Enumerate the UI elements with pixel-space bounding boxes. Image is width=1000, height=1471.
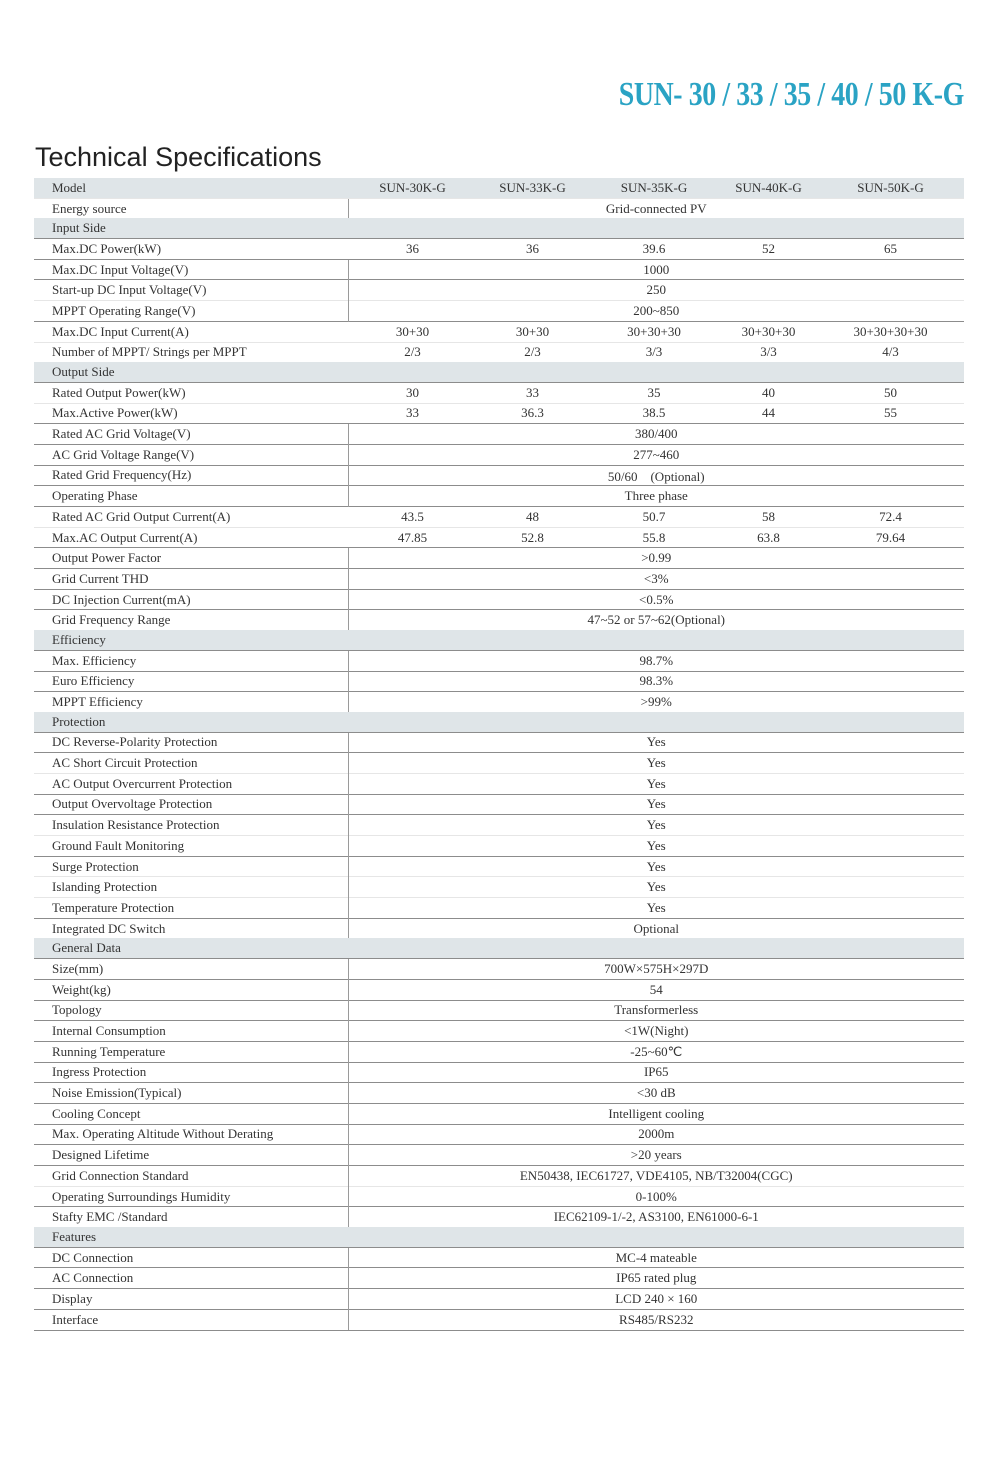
spec-label: Internal Consumption: [34, 1021, 348, 1042]
spec-value: 700W×575H×297D: [348, 959, 964, 980]
spec-row: [34, 198, 964, 218]
spec-value: 33: [477, 382, 588, 403]
spec-label: Insulation Resistance Protection: [34, 815, 348, 836]
spec-value: Yes: [348, 732, 964, 753]
spec-label: Number of MPPT/ Strings per MPPT: [34, 342, 348, 362]
spec-label: Noise Emission(Typical): [34, 1083, 348, 1104]
spec-table: [34, 178, 964, 1331]
spec-value: Yes: [348, 836, 964, 857]
spec-label: MPPT Operating Range(V): [34, 301, 348, 322]
spec-value: 3/3: [720, 342, 817, 362]
spec-row: [34, 1083, 964, 1104]
spec-row: [34, 548, 964, 569]
spec-value: 30+30: [477, 321, 588, 342]
model-name: SUN-33K-G: [477, 178, 588, 198]
spec-value: LCD 240 × 160: [348, 1289, 964, 1310]
spec-value: 36.3: [477, 403, 588, 424]
section-label: Protection: [34, 712, 348, 732]
spec-row: [34, 1247, 964, 1268]
section-fill: [348, 362, 964, 382]
spec-value: 33: [348, 403, 477, 424]
spec-value: 2000m: [348, 1124, 964, 1145]
spec-label: Model: [34, 178, 348, 198]
spec-row: [34, 979, 964, 1000]
spec-value: 36: [477, 239, 588, 260]
spec-value: 30+30+30+30: [817, 321, 964, 342]
section-fill: [348, 1227, 964, 1247]
spec-value: 79.64: [817, 527, 964, 548]
section-label: Efficiency: [34, 630, 348, 650]
spec-value: 30: [348, 382, 477, 403]
spec-row: [34, 527, 964, 548]
spec-row: [34, 856, 964, 877]
spec-row: [34, 794, 964, 815]
spec-label: Ground Fault Monitoring: [34, 836, 348, 857]
spec-value: Three phase: [348, 486, 964, 507]
spec-value: 47~52 or 57~62(Optional): [348, 610, 964, 630]
spec-value: 4/3: [817, 342, 964, 362]
spec-value: >20 years: [348, 1145, 964, 1166]
spec-label: Display: [34, 1289, 348, 1310]
spec-label: Grid Current THD: [34, 569, 348, 590]
spec-value: Optional: [348, 918, 964, 938]
spec-value: <1W(Night): [348, 1021, 964, 1042]
spec-row: [34, 569, 964, 590]
spec-value: 72.4: [817, 507, 964, 528]
spec-value: 47.85: [348, 527, 477, 548]
spec-value: 44: [720, 403, 817, 424]
model-header-row: [34, 178, 964, 198]
spec-label: Euro Efficiency: [34, 671, 348, 692]
spec-label: AC Grid Voltage Range(V): [34, 444, 348, 465]
spec-row: [34, 424, 964, 445]
spec-label: Islanding Protection: [34, 877, 348, 898]
spec-value: <30 dB: [348, 1083, 964, 1104]
spec-label: DC Injection Current(mA): [34, 589, 348, 610]
spec-value: 65: [817, 239, 964, 260]
spec-value: MC-4 mateable: [348, 1247, 964, 1268]
spec-value: Transformerless: [348, 1000, 964, 1021]
spec-label: Rated Output Power(kW): [34, 382, 348, 403]
spec-value: 2/3: [477, 342, 588, 362]
spec-row: [34, 650, 964, 671]
spec-row: [34, 898, 964, 919]
spec-row: [34, 589, 964, 610]
spec-row: [34, 321, 964, 342]
spec-label: Rated Grid Frequency(Hz): [34, 465, 348, 486]
spec-row: [34, 1145, 964, 1166]
spec-value: 55: [817, 403, 964, 424]
spec-value: Yes: [348, 753, 964, 774]
spec-row: [34, 877, 964, 898]
spec-row: [34, 1309, 964, 1330]
spec-row: [34, 342, 964, 362]
spec-row: [34, 836, 964, 857]
spec-label: Integrated DC Switch: [34, 918, 348, 938]
spec-value: Yes: [348, 794, 964, 815]
section-row: [34, 1227, 964, 1247]
spec-row: [34, 732, 964, 753]
spec-label: Start-up DC Input Voltage(V): [34, 280, 348, 301]
spec-value: 98.3%: [348, 671, 964, 692]
spec-row: [34, 507, 964, 528]
section-row: [34, 938, 964, 958]
spec-label: Running Temperature: [34, 1041, 348, 1062]
spec-value: >99%: [348, 692, 964, 712]
spec-label: Max.DC Power(kW): [34, 239, 348, 260]
spec-label: Max.DC Input Current(A): [34, 321, 348, 342]
spec-value: <0.5%: [348, 589, 964, 610]
spec-label: Output Power Factor: [34, 548, 348, 569]
spec-label: Cooling Concept: [34, 1103, 348, 1124]
spec-label: Ingress Protection: [34, 1062, 348, 1083]
spec-row: [34, 1268, 964, 1289]
spec-value: 50.7: [588, 507, 720, 528]
spec-label: Max. Efficiency: [34, 650, 348, 671]
spec-label: Operating Surroundings Humidity: [34, 1186, 348, 1207]
section-label: Input Side: [34, 218, 348, 238]
spec-label: Output Overvoltage Protection: [34, 794, 348, 815]
spec-value: 200~850: [348, 301, 964, 322]
spec-value: 50: [817, 382, 964, 403]
spec-row: [34, 486, 964, 507]
spec-value: 0-100%: [348, 1186, 964, 1207]
series-title: SUN- 30 / 33 / 35 / 40 / 50 K-G: [618, 76, 964, 113]
spec-value: 30+30+30: [720, 321, 817, 342]
spec-row: [34, 280, 964, 301]
spec-label: Surge Protection: [34, 856, 348, 877]
spec-label: Grid Connection Standard: [34, 1166, 348, 1187]
spec-value: 43.5: [348, 507, 477, 528]
page-title: Technical Specifications: [35, 142, 322, 172]
spec-value: Yes: [348, 773, 964, 794]
section-fill: [348, 218, 964, 238]
spec-row: [34, 444, 964, 465]
spec-row: [34, 610, 964, 630]
spec-label: Grid Frequency Range: [34, 610, 348, 630]
spec-value: 58: [720, 507, 817, 528]
spec-value: Yes: [348, 856, 964, 877]
spec-row: [34, 382, 964, 403]
spec-row: [34, 1186, 964, 1207]
spec-value: 55.8: [588, 527, 720, 548]
spec-value: 54: [348, 979, 964, 1000]
section-label: General Data: [34, 938, 348, 958]
section-fill: [348, 630, 964, 650]
spec-label: AC Short Circuit Protection: [34, 753, 348, 774]
spec-value: 1000: [348, 259, 964, 280]
spec-value: 52: [720, 239, 817, 260]
spec-value: IP65 rated plug: [348, 1268, 964, 1289]
spec-label: Energy source: [34, 198, 348, 218]
spec-label: Topology: [34, 1000, 348, 1021]
spec-row: [34, 465, 964, 486]
spec-value: 250: [348, 280, 964, 301]
spec-label: Weight(kg): [34, 979, 348, 1000]
spec-table-body: [34, 178, 964, 1330]
spec-row: [34, 1289, 964, 1310]
spec-label: DC Reverse-Polarity Protection: [34, 732, 348, 753]
model-name: SUN-50K-G: [817, 178, 964, 198]
section-row: [34, 362, 964, 382]
section-label: Output Side: [34, 362, 348, 382]
spec-value: 63.8: [720, 527, 817, 548]
model-name: SUN-35K-G: [588, 178, 720, 198]
spec-value: <3%: [348, 569, 964, 590]
spec-label: AC Connection: [34, 1268, 348, 1289]
spec-row: [34, 773, 964, 794]
spec-row: [34, 671, 964, 692]
spec-row: [34, 692, 964, 712]
spec-value: 48: [477, 507, 588, 528]
spec-value: 2/3: [348, 342, 477, 362]
spec-label: Max. Operating Altitude Without Derating: [34, 1124, 348, 1145]
spec-value: 50/60 (Optional): [348, 465, 964, 486]
spec-label: MPPT Efficiency: [34, 692, 348, 712]
spec-row: [34, 301, 964, 322]
spec-label: Temperature Protection: [34, 898, 348, 919]
spec-value: 98.7%: [348, 650, 964, 671]
spec-value: 36: [348, 239, 477, 260]
spec-row: [34, 1062, 964, 1083]
spec-value: IEC62109-1/-2, AS3100, EN61000-6-1: [348, 1207, 964, 1227]
spec-value: IP65: [348, 1062, 964, 1083]
spec-value: Grid-connected PV: [348, 198, 964, 218]
spec-value: -25~60℃: [348, 1041, 964, 1062]
spec-label: Rated AC Grid Voltage(V): [34, 424, 348, 445]
spec-value: 38.5: [588, 403, 720, 424]
spec-value: 3/3: [588, 342, 720, 362]
model-name: SUN-40K-G: [720, 178, 817, 198]
spec-value: 39.6: [588, 239, 720, 260]
section-label: Features: [34, 1227, 348, 1247]
spec-value: 30+30+30: [588, 321, 720, 342]
spec-value: 35: [588, 382, 720, 403]
spec-label: Designed Lifetime: [34, 1145, 348, 1166]
spec-label: Max.AC Output Current(A): [34, 527, 348, 548]
spec-value: >0.99: [348, 548, 964, 569]
spec-value: 277~460: [348, 444, 964, 465]
spec-row: [34, 815, 964, 836]
spec-row: [34, 1041, 964, 1062]
spec-label: Size(mm): [34, 959, 348, 980]
spec-label: Operating Phase: [34, 486, 348, 507]
spec-value: 52.8: [477, 527, 588, 548]
spec-value: EN50438, IEC61727, VDE4105, NB/T32004(CGC): [348, 1166, 964, 1187]
spec-label: Max.Active Power(kW): [34, 403, 348, 424]
spec-row: [34, 1021, 964, 1042]
spec-row: [34, 239, 964, 260]
spec-row: [34, 1166, 964, 1187]
spec-label: DC Connection: [34, 1247, 348, 1268]
spec-value: RS485/RS232: [348, 1309, 964, 1330]
spec-row: [34, 1000, 964, 1021]
spec-label: AC Output Overcurrent Protection: [34, 773, 348, 794]
spec-row: [34, 753, 964, 774]
spec-row: [34, 1207, 964, 1227]
spec-label: Max.DC Input Voltage(V): [34, 259, 348, 280]
spec-value: Yes: [348, 898, 964, 919]
section-row: [34, 712, 964, 732]
spec-row: [34, 403, 964, 424]
spec-value: Yes: [348, 815, 964, 836]
spec-row: [34, 959, 964, 980]
spec-value: Yes: [348, 877, 964, 898]
spec-label: Interface: [34, 1309, 348, 1330]
spec-row: [34, 918, 964, 938]
spec-value: Intelligent cooling: [348, 1103, 964, 1124]
model-name: SUN-30K-G: [348, 178, 477, 198]
section-fill: [348, 938, 964, 958]
spec-value: 380/400: [348, 424, 964, 445]
spec-row: [34, 1124, 964, 1145]
section-fill: [348, 712, 964, 732]
spec-label: Rated AC Grid Output Current(A): [34, 507, 348, 528]
section-row: [34, 218, 964, 238]
spec-value: 40: [720, 382, 817, 403]
spec-value: 30+30: [348, 321, 477, 342]
spec-row: [34, 259, 964, 280]
spec-row: [34, 1103, 964, 1124]
spec-label: Stafty EMC /Standard: [34, 1207, 348, 1227]
section-row: [34, 630, 964, 650]
